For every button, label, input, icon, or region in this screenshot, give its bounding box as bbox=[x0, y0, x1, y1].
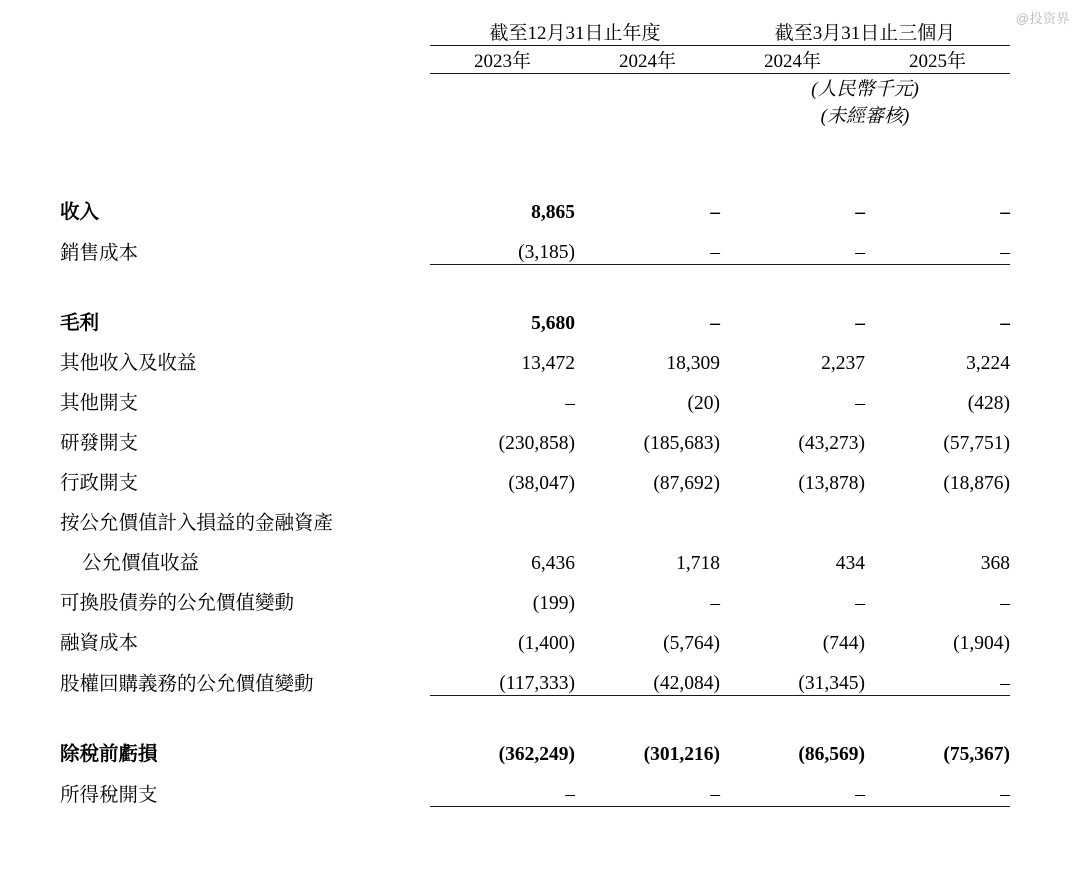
table-row bbox=[60, 295, 1010, 335]
table-row bbox=[60, 655, 1010, 696]
table-row bbox=[60, 375, 1010, 415]
row-value: (75,367) bbox=[943, 744, 1010, 765]
row-value: (230,858) bbox=[498, 433, 575, 454]
row-label: 除稅前虧損 bbox=[60, 744, 158, 765]
header-year-2024-annual: 2024年 bbox=[575, 46, 720, 74]
table-row bbox=[60, 224, 1010, 265]
row-value: 13,472 bbox=[521, 353, 575, 374]
row-value: (1,400) bbox=[518, 633, 575, 654]
table-row bbox=[60, 455, 1010, 495]
row-value bbox=[575, 495, 720, 535]
row-value: (3,185) bbox=[430, 224, 575, 265]
table-row bbox=[60, 335, 1010, 375]
row-label: 融資成本 bbox=[60, 633, 139, 654]
header-year-2025-quarter: 2025年 bbox=[865, 46, 1010, 74]
row-label: 公允價值收益 bbox=[82, 553, 200, 574]
table-header-groups bbox=[60, 18, 1010, 46]
row-value: – bbox=[1000, 313, 1010, 334]
row-value: – bbox=[710, 313, 720, 334]
row-label: 毛利 bbox=[60, 313, 100, 334]
row-label: 按公允價值計入損益的金融資產 bbox=[60, 513, 334, 534]
row-value: 1,718 bbox=[676, 553, 720, 574]
row-value: – bbox=[855, 393, 865, 414]
row-value: – bbox=[855, 593, 865, 614]
row-label: 研發開支 bbox=[60, 433, 139, 454]
row-value: (5,764) bbox=[663, 633, 720, 654]
row-value: (744) bbox=[822, 633, 865, 654]
row-label: 可換股債券的公允價值變動 bbox=[60, 593, 295, 614]
row-value: – bbox=[575, 224, 720, 265]
header-group-quarter: 截至3月31日止三個月 bbox=[720, 18, 1010, 46]
header-year-2024-quarter: 2024年 bbox=[720, 46, 865, 74]
table-row bbox=[60, 726, 1010, 766]
row-value: (86,569) bbox=[798, 744, 865, 765]
row-value bbox=[865, 495, 1010, 535]
row-label: 收入 bbox=[60, 202, 100, 223]
row-value: – bbox=[865, 655, 1010, 696]
income-statement-table bbox=[60, 18, 1010, 807]
row-value: (43,273) bbox=[798, 433, 865, 454]
table-unit-row bbox=[60, 74, 1010, 102]
row-label: 股權回購義務的公允價值變動 bbox=[60, 673, 314, 695]
row-value: (13,878) bbox=[798, 473, 865, 494]
table-row bbox=[60, 615, 1010, 655]
header-group-annual: 截至12月31日止年度 bbox=[430, 18, 720, 46]
row-label: 其他開支 bbox=[60, 393, 139, 414]
row-value: (87,692) bbox=[653, 473, 720, 494]
row-value: – bbox=[565, 393, 575, 414]
row-value: 18,309 bbox=[666, 353, 720, 374]
table-row bbox=[60, 575, 1010, 615]
row-value: 434 bbox=[835, 553, 865, 574]
table-row bbox=[60, 415, 1010, 455]
row-value: 2,237 bbox=[821, 353, 865, 374]
row-value: – bbox=[710, 202, 720, 223]
spacer bbox=[60, 128, 1010, 184]
row-value: – bbox=[865, 766, 1010, 807]
row-value: – bbox=[865, 224, 1010, 265]
row-value: (199) bbox=[532, 593, 575, 614]
row-value: (1,904) bbox=[953, 633, 1010, 654]
unit-label: (人民幣千元) bbox=[811, 79, 919, 100]
row-value: (362,249) bbox=[498, 744, 575, 765]
table-row bbox=[60, 535, 1010, 575]
table-unaudited-row bbox=[60, 101, 1010, 128]
row-label: 行政開支 bbox=[60, 473, 139, 494]
row-value: 8,865 bbox=[531, 202, 575, 223]
row-value: 5,680 bbox=[531, 313, 575, 334]
table-header-years bbox=[60, 46, 1010, 74]
row-label: 所得稅開支 bbox=[60, 784, 158, 806]
row-value: – bbox=[575, 766, 720, 807]
row-value bbox=[430, 495, 575, 535]
row-value: (31,345) bbox=[720, 655, 865, 696]
row-value: – bbox=[720, 224, 865, 265]
row-value: – bbox=[430, 766, 575, 807]
row-value: – bbox=[1000, 593, 1010, 614]
row-value: – bbox=[1000, 202, 1010, 223]
watermark-label: @投资界 bbox=[1015, 11, 1070, 26]
table-row bbox=[60, 495, 1010, 535]
row-value: (428) bbox=[967, 393, 1010, 414]
row-label: 其他收入及收益 bbox=[60, 353, 197, 374]
table-row bbox=[60, 184, 1010, 224]
row-value: (185,683) bbox=[643, 433, 720, 454]
row-value: (18,876) bbox=[943, 473, 1010, 494]
unaudited-label: (未經審核) bbox=[820, 106, 910, 127]
row-value: (117,333) bbox=[430, 655, 575, 696]
row-label: 銷售成本 bbox=[60, 242, 139, 264]
row-value: – bbox=[720, 766, 865, 807]
row-value: 3,224 bbox=[966, 353, 1010, 374]
header-year-2023: 2023年 bbox=[430, 46, 575, 74]
row-value: 6,436 bbox=[531, 553, 575, 574]
row-value: (20) bbox=[687, 393, 720, 414]
row-value: (38,047) bbox=[508, 473, 575, 494]
row-value: (301,216) bbox=[643, 744, 720, 765]
table-row bbox=[60, 766, 1010, 807]
row-value: – bbox=[855, 313, 865, 334]
row-value: – bbox=[710, 593, 720, 614]
row-value: 368 bbox=[980, 553, 1010, 574]
row-value: (42,084) bbox=[575, 655, 720, 696]
row-value: – bbox=[855, 202, 865, 223]
row-value: (57,751) bbox=[943, 433, 1010, 454]
spacer bbox=[60, 265, 1010, 296]
spacer bbox=[60, 696, 1010, 727]
row-value bbox=[720, 495, 865, 535]
